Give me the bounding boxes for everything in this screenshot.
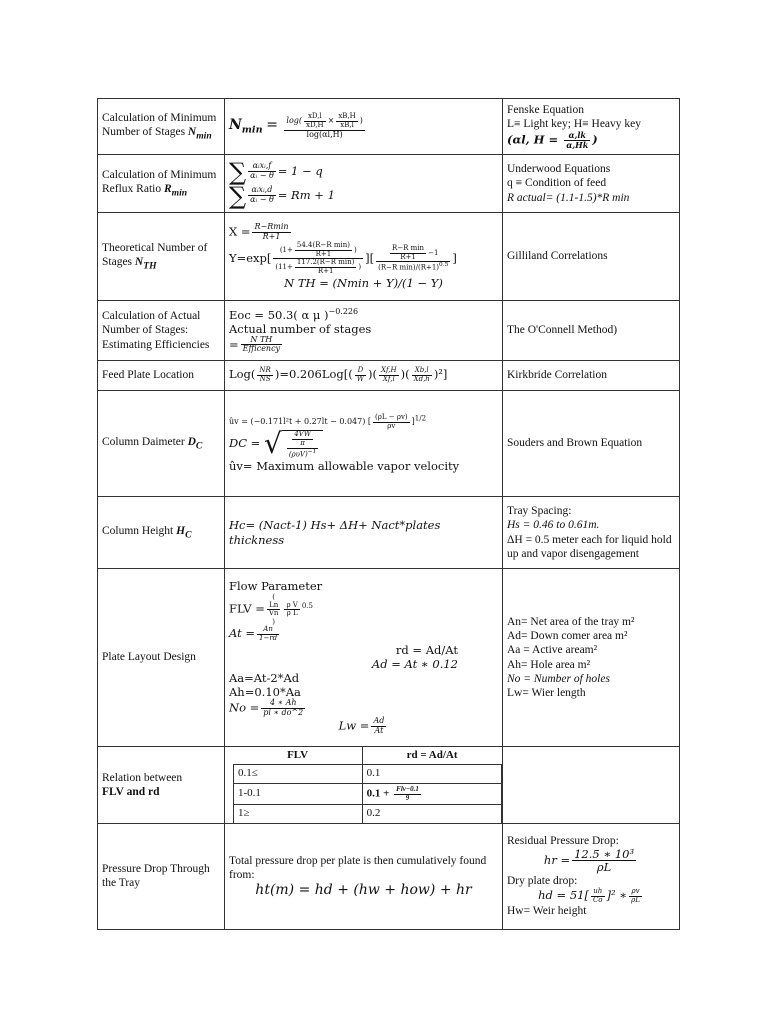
table-row: 0.1≤ 0.1: [234, 765, 502, 783]
equation-cell: ûv = (−0.171l²t + 0.27lt − 0.047) [ $\frac{(\rho L - \rho v)}{\rho v}$ ]$^{1/2}$ DC = √ $\frac{\frac{4VW}{\pi}}{(\rho\upsilon V)^{-1}}$ ûv= Maximum allowable vapor velocity: [225, 391, 503, 497]
row-label: Calculation of Minimum Number of Stages $N_{min}$: [98, 99, 225, 155]
table-row: [98, 391, 680, 497]
table-row: [98, 301, 680, 361]
flv-rd-table: FLV rd = Ad/At 0.1≤ 0.1 1-0.1 0.1 + $\frac{\text{Flv−0.1}}{9}$ 1≥ 0.2: [233, 747, 502, 823]
row-label: Feed Plate Location: [98, 361, 225, 391]
note-cell: Underwood Equations q ≡ Condition of feed R actual= (1.1-1.5)*R min: [503, 155, 680, 213]
equations-table: [97, 98, 680, 930]
row-label: Calculation of Minimum Reflux Ratio $R_{min}$: [98, 155, 225, 213]
row-label: Relation between FLV and rd: [98, 747, 225, 824]
row-label: Calculation of Actual Number of Stages: Estimating Efficiencies: [98, 301, 225, 361]
row-label: Column Daimeter $D_C$: [98, 391, 225, 497]
equation-cell: [225, 747, 503, 824]
note-cell: Tray Spacing: Hs = 0.46 to 0.61m. ΔH = 0.5 meter each for liquid hold up and vapor disengagement: [503, 497, 680, 569]
note-cell: Gilliland Correlations: [503, 213, 680, 301]
fenske-fraction: log( $\frac{xD,l}{xD,H}$ × $\frac{xB,H}{xB,l}$ ) log(αl,H): [286, 112, 363, 139]
table-row: [98, 747, 680, 824]
note-cell: Fenske Equation L≡ Light key; H≡ Heavy key (αl, H = $\frac{\alpha,lk}{\alpha,Hk}$ ): [503, 99, 680, 155]
table-row: [98, 497, 680, 569]
equation-cell: Log( $\frac{NR}{NS}$ )=0.206Log[( $\frac{D}{W}$ )( $\frac{Xf,H}{Xf,l}$ )( $\frac{Xb,l}{Xd,h}$ )²]: [225, 361, 503, 391]
table-row: 1≥ 0.2: [234, 805, 502, 823]
table-row: [98, 569, 680, 747]
table-row: 1-0.1 0.1 + $\frac{\text{Flv−0.1}}{9}$: [234, 783, 502, 804]
table-row: [98, 99, 680, 155]
equation-cell: Total pressure drop per plate is then cumulatively found from: ht(m) = hd + (hw + how) + hr: [225, 823, 503, 929]
equation-cell: X = $\frac{R-Rmin}{R+1}$ Y=exp[ (1+ $\frac{\text{54.4(R−R min)}}{R+1}$ ) (11+ $\frac{\text{117.2(R−R min)}}{R+1}$ ) ][ $\frac{\text{R−R min}}{R+1}$ −1 (R−R $\min)/(R+1)^{0.5}$ ] N TH = (Nmin + Y)/(1 − Y): [225, 213, 503, 301]
equation-cell: Hc= (Nact-1) Hs+ ΔH+ Nact*plates thickness: [225, 497, 503, 569]
equation-cell: ∑ $\frac{\text{αᵢxᵢ,f}}{\text{αᵢ − θ}}$ = 1 − q ∑ $\frac{\text{αᵢxᵢ,d}}{\text{αᵢ − θ}}$ = Rm + 1: [225, 155, 503, 213]
note-cell: Kirkbride Correlation: [503, 361, 680, 391]
row-label: Plate Layout Design: [98, 569, 225, 747]
note-cell: Residual Pressure Drop: hr = $\frac{\text{12.5 ∗ 10³}}{\rho L}$ Dry plate drop: hd = 51[ $\frac{uh}{Co}$ ]² ∗ $\frac{\rho v}{\rho L}$ Hw= Weir height: [503, 823, 680, 929]
equation-cell: $N_{min}$ = log( $\frac{xD,l}{xD,H}$ × $\frac{xB,H}{xB,l}$ ) log(αl,H): [225, 99, 503, 155]
table-row: [98, 361, 680, 391]
row-label: Pressure Drop Through the Tray: [98, 823, 225, 929]
equation-cell: Flow Parameter FLV =( Ln Vn ) $\frac{\text{ρ V}}{\text{ρ L}}$ $^{0.5}$ At = $\frac{An}{1-rd}$ rd = Ad/At Ad = At ∗ 0.12 Aa=At-2*Ad Ah=0.10*Aa No = $\frac{4 ∗ Ah}{pi ∗ do\^{}2}$ Lw = $\frac{Ad}{At}$: [225, 569, 503, 747]
note-cell: Souders and Brown Equation: [503, 391, 680, 497]
row-label: Column Height $H_C$: [98, 497, 225, 569]
equation-cell: Eoc = 50.3( α μ )$^{-0.226}$ Actual number of stages = $\frac{\text{N TH}}{\text{Efficency}}$: [225, 301, 503, 361]
note-cell: [503, 747, 680, 824]
table-row: [98, 823, 680, 929]
table-row: [98, 213, 680, 301]
table-row: [98, 155, 680, 213]
note-cell: An= Net area of the tray m² Ad= Down comer area m² Aa = Active aream² Ah= Hole area m² No = Number of holes Lw= Wier length: [503, 569, 680, 747]
row-label: Theoretical Number of Stages $N_{TH}$: [98, 213, 225, 301]
note-cell: The O'Connell Method): [503, 301, 680, 361]
